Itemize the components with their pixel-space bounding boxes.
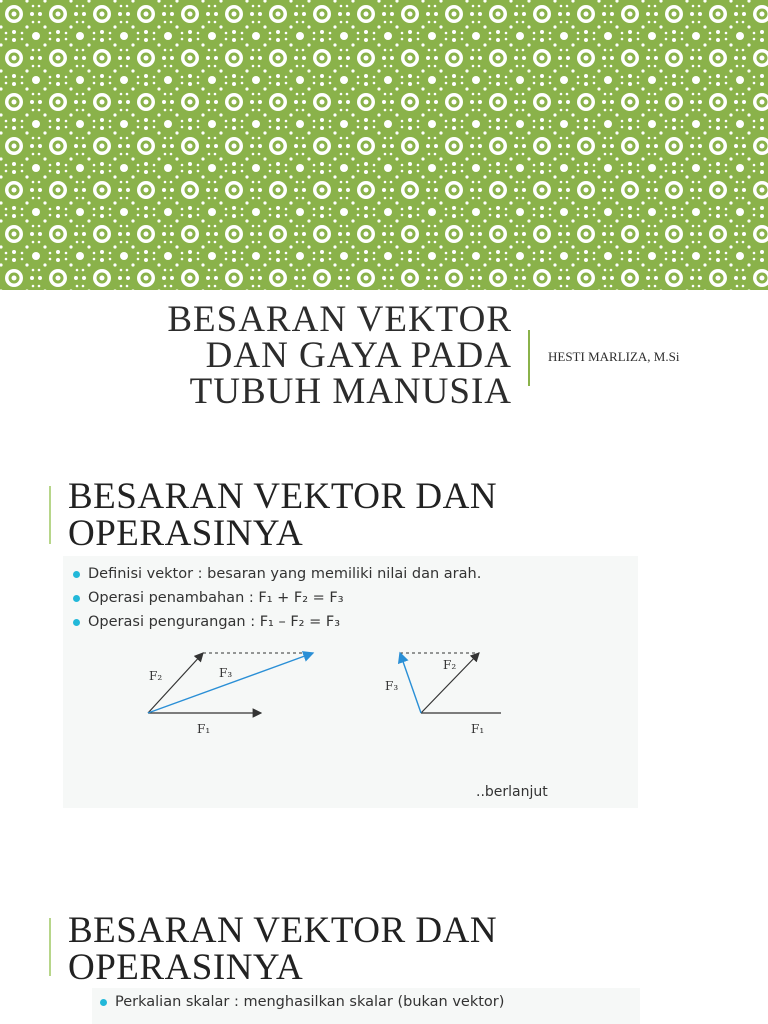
bullet-item	[73, 562, 481, 586]
addition-f2-arrow	[148, 653, 203, 713]
addition-f2-label: F₂	[149, 669, 163, 683]
slide2-heading	[68, 478, 497, 552]
bullet-dot-icon	[100, 999, 107, 1006]
slide3-bullet-list	[100, 990, 504, 1014]
bullet-text: Perkalian skalar : menghasilkan skalar (bukan vektor)	[115, 994, 505, 1010]
bullet-text: Operasi pengurangan : F₁ – F₂ = F₃	[88, 614, 341, 630]
slide2-heading-line-1: BESARAN VEKTOR DAN	[68, 476, 498, 517]
slide3-heading-line-1: BESARAN VEKTOR DAN	[68, 910, 498, 951]
bullet-item	[73, 610, 481, 634]
author-name: HESTI MARLIZA, M.Si	[548, 349, 680, 364]
slide2-heading-line-2: OPERASINYA	[68, 513, 304, 554]
slide2-heading-accent-bar	[49, 486, 51, 544]
bullet-text: Definisi vektor : besaran yang memiliki nilai dan arah.	[88, 566, 482, 582]
subtraction-f2-label: F₂	[443, 658, 457, 672]
cover-title-line-3: TUBUH MANUSIA	[189, 371, 512, 412]
title-divider	[528, 330, 530, 386]
addition-f3-label: F₃	[219, 666, 233, 680]
decorative-pattern-banner	[0, 0, 768, 290]
continue-note: ..berlanjut	[476, 784, 548, 800]
bullet-dot-icon	[73, 619, 80, 626]
cover-title-line-2: DAN GAYA PADA	[205, 335, 512, 376]
bullet-dot-icon	[73, 571, 80, 578]
subtraction-f3-label: F₃	[385, 679, 399, 693]
slide3-content-image	[92, 988, 640, 1024]
slide3-heading	[68, 912, 497, 986]
addition-f1-label: F₁	[197, 722, 211, 736]
addition-f3-arrow	[148, 653, 313, 713]
slide3-heading-accent-bar	[49, 918, 51, 976]
cover-title-line-1: BESARAN VEKTOR	[167, 299, 512, 340]
bullet-item	[100, 990, 504, 1014]
bullet-text: Operasi penambahan : F₁ + F₂ = F₃	[88, 590, 344, 606]
bullet-item	[73, 586, 481, 610]
slide2-content-image	[63, 556, 638, 808]
cover-title	[60, 299, 512, 412]
subtraction-f3-arrow	[400, 653, 421, 713]
subtraction-f1-label: F₁	[471, 722, 485, 736]
slide2-bullet-list	[73, 562, 481, 634]
bullet-dot-icon	[73, 595, 80, 602]
slide3-heading-line-2: OPERASINYA	[68, 947, 304, 988]
